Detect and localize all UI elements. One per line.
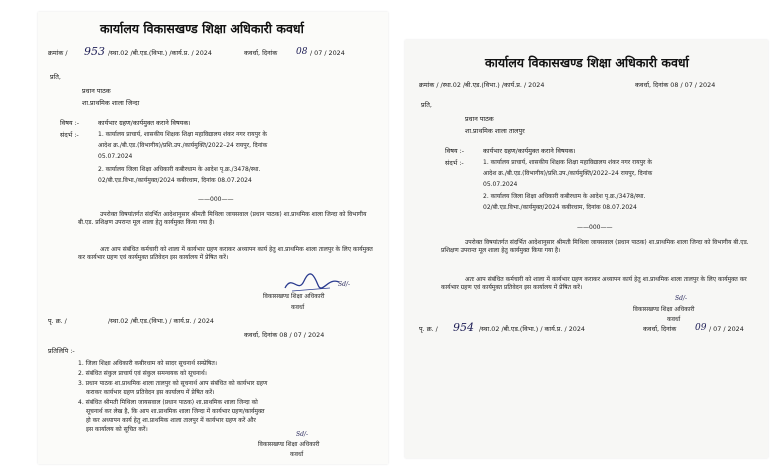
vishay-text: कार्यभार ग्रहण/कार्यमुक्त कराने विषयक। xyxy=(483,147,576,155)
ref2-line1: 2. कार्यालय जिला शिक्षा अधिकारी कबीरधाम के आदेश पृ.क्र./3478/स्था. xyxy=(98,166,261,173)
copy-item-1: 1. जिला शिक्षा अधिकारी कबीरधाम को सादर सूचनार्थ सम्प्रेषित। xyxy=(78,360,218,367)
addressee-line1: प्रधान पाठक xyxy=(465,115,494,123)
vishay-label: विषय :- xyxy=(60,119,80,127)
signature-mark: Sd/- xyxy=(338,281,350,288)
addressee-line2: शा.प्राथमिक शाला तालपुर xyxy=(465,127,525,135)
ref1-line1: 1. कार्यालय प्राचार्य, शासकीय शिक्षक शिक्षा महाविद्यालय शंकर नगर रायपुर के xyxy=(483,159,652,166)
signatory-place: कवर्धा xyxy=(667,316,681,323)
ref-suffix: /स्था.02 /बी.एड.(विभा.) /कार्य.प्र. / 2024 xyxy=(108,49,212,57)
pk-date-label: कवर्धा, दिनांक xyxy=(643,325,677,333)
sandarbh-label: संदर्भ :- xyxy=(60,131,79,139)
ref-prefix: क्रमांक / xyxy=(48,49,68,57)
ref2-line2: 02/बी.एड.विभा./कार्यमुक्त/2024 कबीरधाम, दिनांक 08.07.2024 xyxy=(98,177,252,184)
signatory-title-bottom: विकासखण्ड शिक्षा अधिकारी xyxy=(258,441,320,448)
signatory-title: विकासखण्ड शिक्षा अधिकारी xyxy=(263,293,325,300)
copy-item-4-line4: इस कार्यालय को सूचित करें। xyxy=(86,426,148,433)
signatory-place-bottom: कवर्धा xyxy=(290,451,304,458)
signatory-place: कवर्धा xyxy=(291,304,305,311)
vishay-label: विषय :- xyxy=(445,147,465,155)
body-para1: उपरोक्त विषयांतर्गत संदर्भित आदेशानुसार श्रीमती मिथिला जायसवाल (प्रधान पाठक) शा.प्राथमिक शाला जिन्दा को विभागीय बी.एड. प्रशिक्षण उपरान्त मूल शाला हेतु कार्यमुक्त किया गया है। xyxy=(78,211,367,226)
copy-item-4-line3: हो कर अध्यापन कार्य हेतु शा.प्राथमिक शाला तालपुर में कार्यभार ग्रहण करें और xyxy=(86,417,256,424)
letter-right xyxy=(405,40,768,458)
divider: ——000—— xyxy=(198,196,234,203)
body-para2: अतः आप संबंधित कर्मचारी को शाला में कार्यभार ग्रहण कराकर अध्यापन कार्य हेतु शा.प्राथमिक शाला तालपुर के लिए कार्यमुक्त कर कार्यभार ग्रहण एवं कार्यमुक्त प्रतिवेदन इस कार्यालय में प्रेषित करें। xyxy=(441,276,747,291)
sandarbh-label: संदर्भ :- xyxy=(445,159,464,167)
prati: प्रति, xyxy=(50,73,61,81)
copy-item-3-line1: 3. प्रधान पाठक शा.प्राथमिक शाला तालपुर को सूचनार्थ आप संबंधित को कार्यभार ग्रहण xyxy=(78,380,268,387)
ref-line: क्रमांक / /स्था.02 /बी.एड.(विभा.) /कार्य.प्र. / 2024 xyxy=(419,81,545,89)
pk-suffix: /स्था.02 /बी.एड.(विभा.) / कार्य.प्र. / 2024 xyxy=(479,325,585,333)
addressee-line2: शा.प्राथमिक शाला जिन्दा xyxy=(82,99,140,107)
date-day: 08 xyxy=(296,47,308,57)
copy-item-4-line2: सूचनार्थ कर लेख है, कि आप शा.प्राथमिक शाला जिन्दा में कार्यभार ग्रहण/कार्यमुक्त xyxy=(86,408,265,415)
prati: प्रति, xyxy=(421,101,432,109)
pk-date-rest: / 07 / 2024 xyxy=(709,325,744,333)
pk-date: कवर्धा, दिनांक 08 / 07 / 2024 xyxy=(244,331,325,339)
signatory-title: विकासखण्ड शिक्षा अधिकारी xyxy=(633,306,695,313)
ref1-line3: 05.07.2024 xyxy=(483,181,518,188)
ref2-line1: 2. कार्यालय जिला शिक्षा अधिकारी कबीरधाम के आदेश पृ.क्र./3478/स्था. xyxy=(483,193,646,200)
vishay-text: कार्यभार ग्रहण/कार्यमुक्त कराने विषयक। xyxy=(98,119,191,127)
copy-item-2: 2. संबंधित संकुल प्राचार्य एवं संकुल समन्वयक को सूचनार्थ। xyxy=(78,370,207,377)
date-rest: / 07 / 2024 xyxy=(310,49,345,57)
signature-scribble xyxy=(282,272,342,294)
body-para1: उपरोक्त विषयांतर्गत संदर्भित आदेशानुसार श्रीमती मिथिला जायसवाल (प्रधान पाठक) शा.प्राथमिक शाला जिन्दा को विभागीय बी.एड. प्रशिक्षण उपरान्त मूल शाला हेतु कार्यमुक्त किया गया है। xyxy=(441,239,749,254)
ref1-line3: 05.07.2024 xyxy=(98,153,133,160)
divider: ——000—— xyxy=(577,224,613,231)
ref1-line1: 1. कार्यालय प्राचार्य, शासकीय शिक्षक शिक्षा महाविद्यालय शंकर नगर रायपुर के xyxy=(98,131,267,138)
pratilipi-label: प्रतिलिपि :- xyxy=(48,347,75,355)
pk-suffix: /स्था.02 /बी.एड.(विभा.) / कार्य.प्र. / 2024 xyxy=(108,317,214,325)
ref1-line2: आदेश क्र./बी.एड.(विभागीय)/प्रशि.उप./कार्यमुक्ति/2022–24 रायपुर, दिनांक xyxy=(98,142,268,149)
addressee-line1: प्रधान पाठक xyxy=(82,87,111,95)
date-label: कवर्धा, दिनांक xyxy=(244,49,278,57)
pk-date-day: 09 xyxy=(695,323,707,333)
pk-prefix: पृ. क्र. / xyxy=(48,317,67,325)
ref-number: 953 xyxy=(84,45,105,58)
signature-mark-bottom: Sd/- xyxy=(296,431,308,438)
date-line: कवर्धा, दिनांक 08 / 07 / 2024 xyxy=(635,81,716,89)
letter-left xyxy=(38,12,388,464)
body-para2: अतः आप संबंधित कर्मचारी को शाला में कार्यभार ग्रहण कराकर अध्यापन कार्य हेतु शा.प्राथमिक शाला तालपुर के लिए कार्यमुक्त कर कार्यभार ग्रहण एवं कार्यमुक्त प्रतिवेदन इस कार्यालय में प्रेषित करें। xyxy=(78,246,373,261)
ref2-line2: 02/बी.एड.विभा./कार्यमुक्त/2024 कबीरधाम, दिनांक 08.07.2024 xyxy=(483,204,637,211)
office-title: कार्यालय विकासखण्ड शिक्षा अधिकारी कवर्धा xyxy=(100,21,304,36)
signature-mark: Sd/- xyxy=(675,295,687,302)
ref1-line2: आदेश क्र./बी.एड.(विभागीय)/प्रशि.उप./कार्यमुक्ति/2022–24 रायपुर, दिनांक xyxy=(483,170,653,177)
copy-item-4-line1: 4. संबंधित श्रीमती मिथिला जायसवाल (प्रधान पाठक) शा.प्राथमिक शाला जिन्दा को xyxy=(78,399,258,406)
copy-item-3-line2: कराकर कार्यभार ग्रहण प्रतिवेदन इस कार्यालय में प्रेषित करें। xyxy=(86,389,215,396)
pk-number: 954 xyxy=(453,321,474,334)
pk-prefix: पृ. क्र. / xyxy=(419,325,438,333)
office-title: कार्यालय विकासखण्ड शिक्षा अधिकारी कवर्धा xyxy=(485,55,689,70)
